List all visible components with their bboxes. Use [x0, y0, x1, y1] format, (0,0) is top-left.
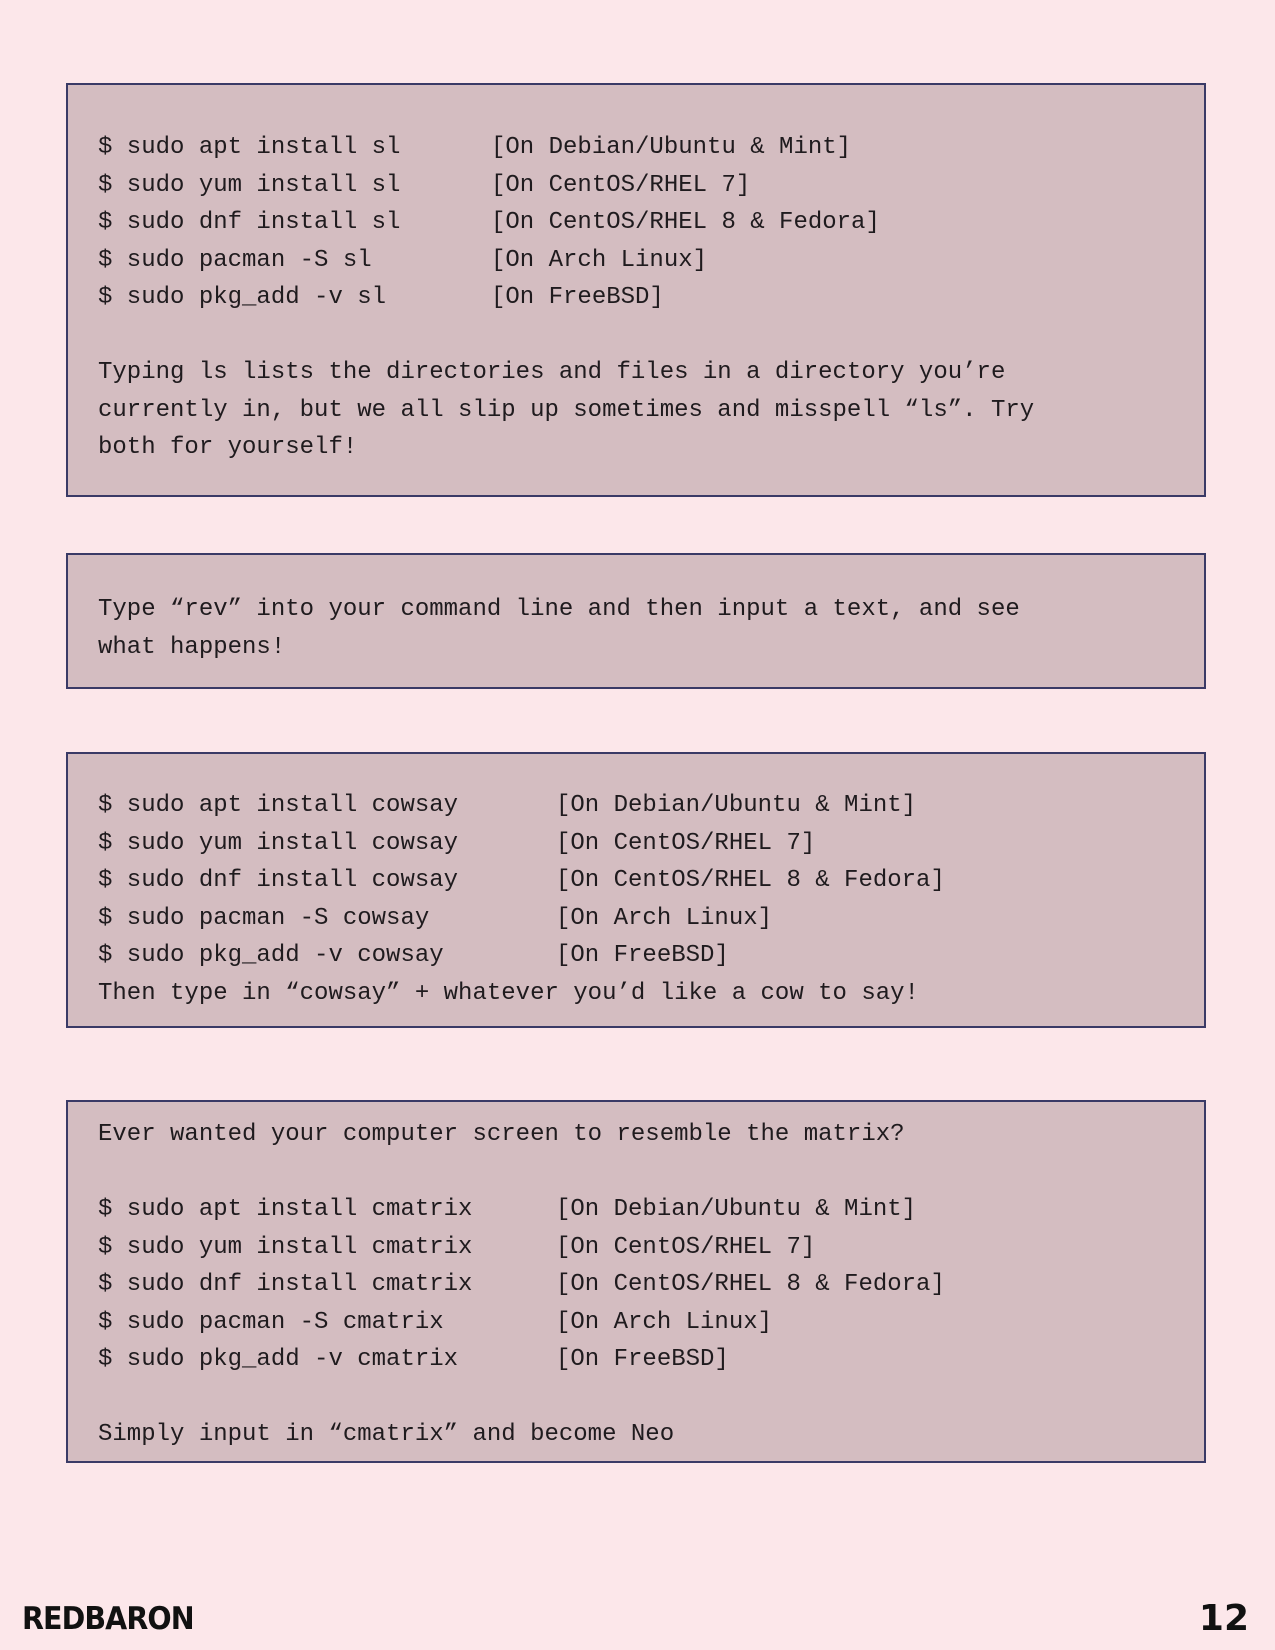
- command-text: $ sudo pkg_add -v cowsay: [98, 942, 444, 969]
- paragraph-line: both for yourself!: [98, 434, 358, 461]
- brand-logo: REDBARON: [22, 1601, 194, 1637]
- distro-note: [On CentOS/RHEL 8 & Fedora]: [556, 867, 945, 894]
- paragraph-line: Simply input in “cmatrix” and become Neo: [98, 1421, 675, 1448]
- command-text: $ sudo yum install cowsay: [98, 829, 459, 857]
- page-number: 12: [1198, 1598, 1249, 1639]
- command-line: [98, 1266, 1174, 1304]
- command-text: $ sudo dnf install sl: [98, 209, 401, 236]
- command-line: [98, 1229, 1174, 1267]
- distro-note: [On CentOS/RHEL 7]: [556, 1233, 816, 1261]
- command-line: [98, 900, 1174, 938]
- spacer: [98, 1154, 1174, 1192]
- paragraph-line: Type “rev” into your command line and then input a text, and see: [98, 596, 1020, 623]
- spacer: [98, 317, 1174, 355]
- distro-note: [On FreeBSD]: [556, 942, 729, 969]
- distro-note: [On FreeBSD]: [491, 284, 664, 311]
- command-text: $ sudo pacman -S cowsay: [98, 904, 430, 932]
- command-line: [98, 1341, 1174, 1379]
- command-text: $ sudo yum install sl: [98, 171, 401, 199]
- distro-note: [On Arch Linux]: [491, 246, 708, 274]
- command-line: [98, 204, 1174, 242]
- distro-note: [On CentOS/RHEL 7]: [556, 829, 816, 857]
- distro-note: [On FreeBSD]: [556, 1346, 729, 1373]
- paragraph-line: what happens!: [98, 633, 286, 661]
- cowsay-install-box: [66, 752, 1206, 1028]
- rev-box: [66, 553, 1206, 689]
- distro-note: [On Debian/Ubuntu & Mint]: [556, 792, 917, 819]
- paragraph-line: Typing ls lists the directories and files in a directory you’re: [98, 359, 1006, 386]
- command-line: [98, 167, 1174, 205]
- distro-note: [On CentOS/RHEL 8 & Fedora]: [556, 1271, 945, 1298]
- distro-note: [On Arch Linux]: [556, 904, 773, 932]
- command-text: $ sudo apt install sl: [98, 134, 401, 161]
- paragraph-line: Then type in “cowsay” + whatever you’d like a cow to say!: [98, 979, 919, 1007]
- command-text: $ sudo pacman -S cmatrix: [98, 1308, 444, 1336]
- command-line: [98, 1191, 1174, 1229]
- spacer: [98, 1379, 1174, 1417]
- command-text: $ sudo pkg_add -v cmatrix: [98, 1346, 459, 1373]
- distro-note: [On CentOS/RHEL 7]: [491, 171, 751, 199]
- command-text: $ sudo dnf install cowsay: [98, 867, 459, 894]
- command-line: [98, 787, 1174, 825]
- sl-install-box: [66, 83, 1206, 497]
- command-text: $ sudo apt install cowsay: [98, 792, 459, 819]
- cmatrix-install-box: [66, 1100, 1206, 1463]
- command-text: $ sudo apt install cmatrix: [98, 1196, 473, 1223]
- command-line: [98, 862, 1174, 900]
- command-text: $ sudo yum install cmatrix: [98, 1233, 473, 1261]
- distro-note: [On Arch Linux]: [556, 1308, 773, 1336]
- intro-line: Ever wanted your computer screen to resemble the matrix?: [98, 1121, 905, 1148]
- command-line: [98, 1304, 1174, 1342]
- command-text: $ sudo dnf install cmatrix: [98, 1271, 473, 1298]
- command-text: $ sudo pacman -S sl: [98, 246, 372, 274]
- command-line: [98, 825, 1174, 863]
- distro-note: [On Debian/Ubuntu & Mint]: [556, 1196, 917, 1223]
- command-line: [98, 129, 1174, 167]
- command-line: [98, 242, 1174, 280]
- command-line: [98, 279, 1174, 317]
- command-line: [98, 937, 1174, 975]
- paragraph-line: currently in, but we all slip up sometimes and misspell “ls”. Try: [98, 396, 1035, 424]
- command-text: $ sudo pkg_add -v sl: [98, 284, 387, 311]
- distro-note: [On CentOS/RHEL 8 & Fedora]: [491, 209, 880, 236]
- distro-note: [On Debian/Ubuntu & Mint]: [491, 134, 852, 161]
